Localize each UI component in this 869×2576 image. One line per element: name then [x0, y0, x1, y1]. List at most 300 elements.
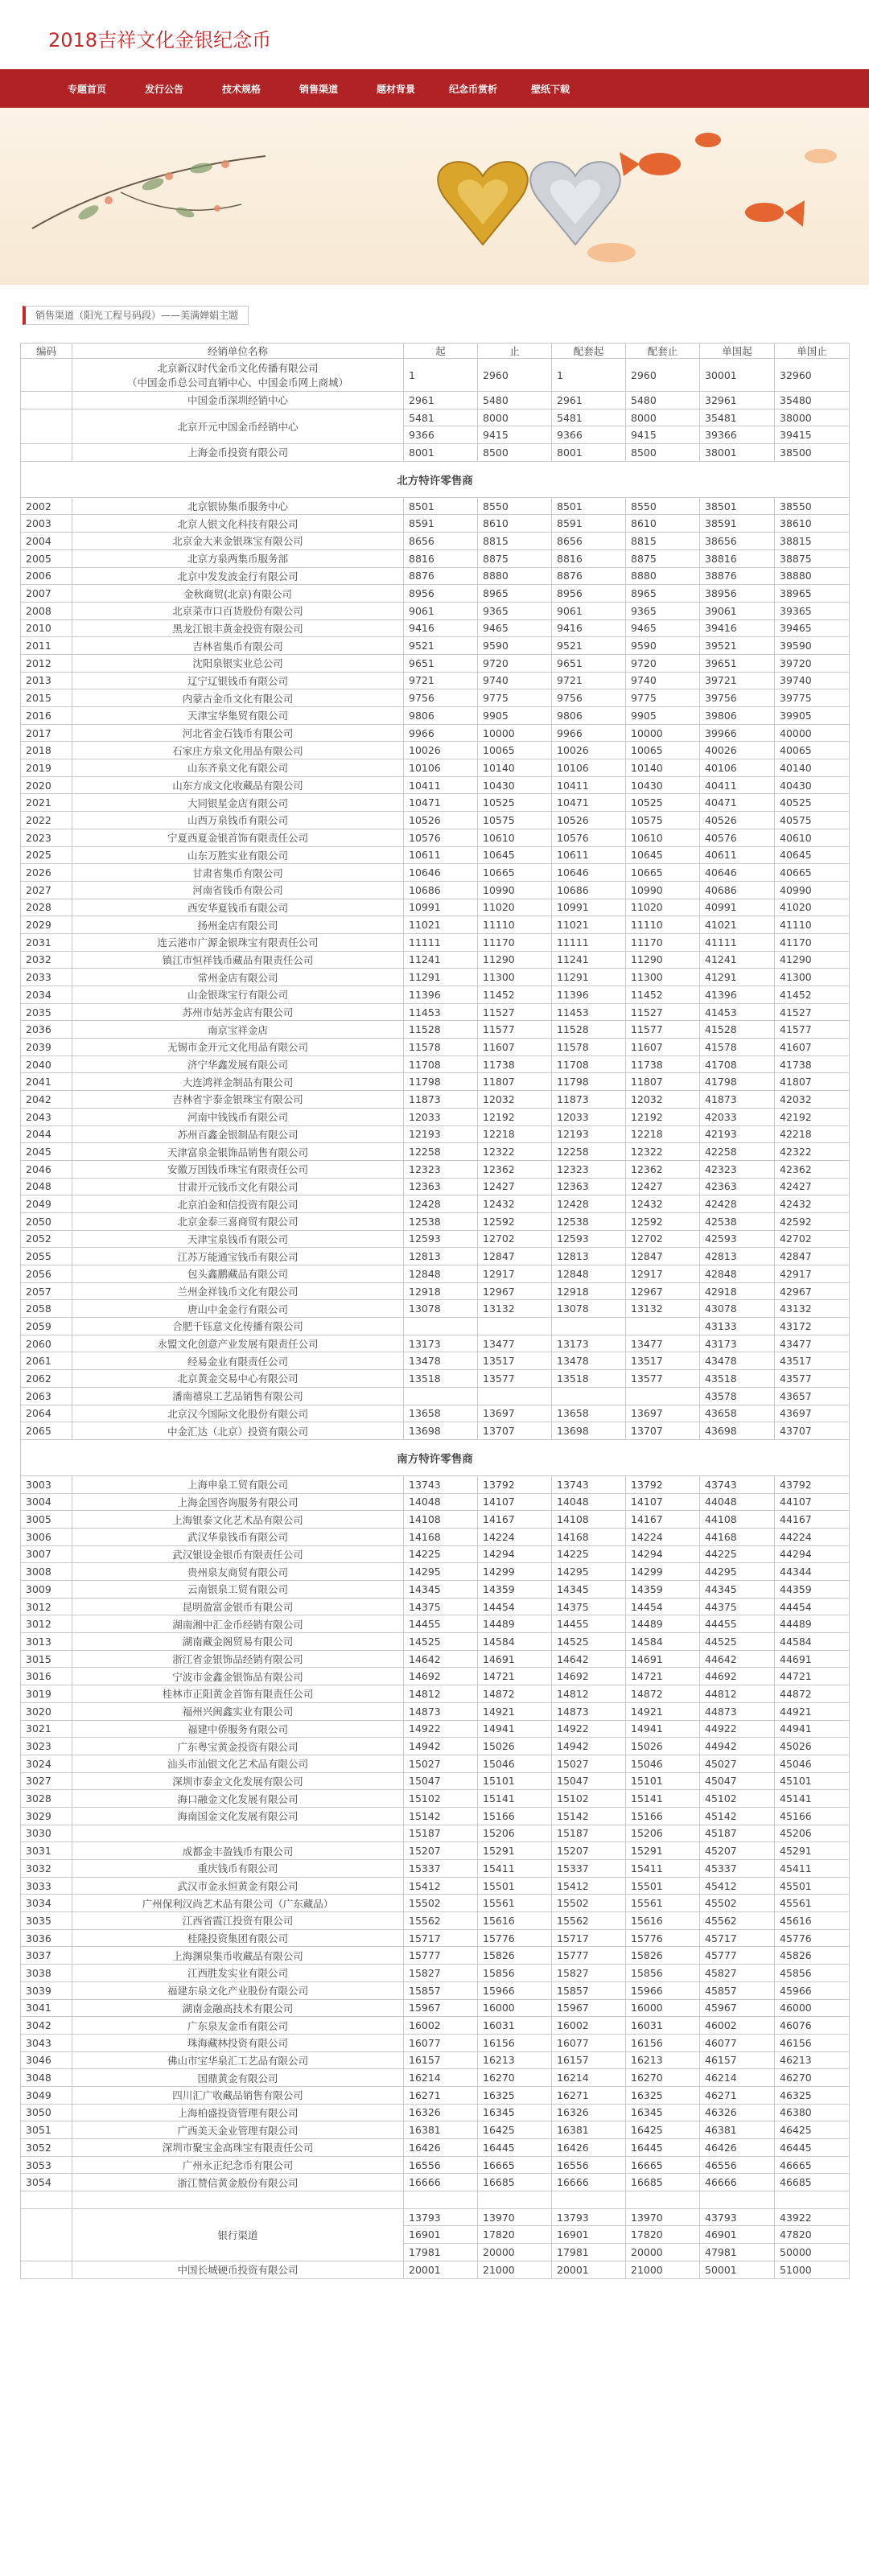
range-value: 15562	[552, 1912, 626, 1930]
range-value: 14812	[404, 1685, 478, 1703]
range-value: 46325	[775, 2086, 850, 2104]
range-value: 14224	[626, 1528, 700, 1545]
dealer-name: 桂隆投资集团有限公司	[72, 1929, 404, 1947]
range-value: 40430	[775, 776, 850, 794]
banner	[0, 108, 869, 285]
table-row	[21, 899, 850, 916]
table-row	[21, 1073, 850, 1091]
range-value: 11873	[404, 1091, 478, 1109]
dealer-name: 成都金丰盈钱币有限公司	[72, 1842, 404, 1860]
range-value: 13658	[552, 1405, 626, 1422]
dealer-name: 国鼎黄金有限公司	[72, 2069, 404, 2087]
range-value: 13970	[626, 2208, 700, 2226]
dealer-name: 中金汇达（北京）投资有限公司	[72, 1422, 404, 1440]
range-value: 14942	[552, 1738, 626, 1755]
range-value: 13132	[478, 1300, 552, 1318]
range-value: 1	[404, 359, 478, 392]
dealer-name: 甘肃开元钱币文化有限公司	[72, 1178, 404, 1195]
table-row	[21, 2208, 850, 2226]
table-cell	[626, 2191, 700, 2209]
dealer-name: 天津宝华集贸有限公司	[72, 707, 404, 725]
row-code: 2055	[21, 1248, 72, 1265]
dealer-name: 大同银星金店有限公司	[72, 794, 404, 812]
row-code: 3031	[21, 1842, 72, 1860]
dealer-table	[20, 343, 850, 2279]
range-value: 14692	[404, 1668, 478, 1685]
range-value: 14455	[552, 1615, 626, 1633]
range-value: 12192	[478, 1108, 552, 1125]
range-value: 17981	[552, 2244, 626, 2261]
range-value: 15141	[478, 1790, 552, 1808]
range-value: 11396	[404, 986, 478, 1004]
range-value: 14454	[626, 1598, 700, 1615]
table-row	[21, 1178, 850, 1195]
range-value: 41738	[775, 1056, 850, 1073]
row-code: 3028	[21, 1790, 72, 1808]
range-value: 43133	[700, 1318, 775, 1335]
range-value: 44812	[700, 1685, 775, 1703]
table-row	[21, 933, 850, 951]
table-row	[21, 1807, 850, 1825]
range-value: 42363	[700, 1178, 775, 1195]
range-value: 14455	[404, 1615, 478, 1633]
range-value: 8000	[478, 409, 552, 426]
range-value: 39416	[700, 619, 775, 637]
range-value: 8956	[404, 585, 478, 603]
range-value: 16901	[552, 2226, 626, 2244]
range-value: 43578	[700, 1387, 775, 1405]
range-value: 15827	[552, 1965, 626, 1982]
range-value: 46214	[700, 2069, 775, 2087]
range-value: 8875	[626, 549, 700, 567]
range-value: 10526	[552, 812, 626, 829]
range-value: 39775	[775, 689, 850, 707]
range-value: 8001	[404, 444, 478, 462]
row-code: 2002	[21, 497, 72, 515]
range-value: 45166	[775, 1807, 850, 1825]
row-code: 2029	[21, 916, 72, 934]
range-value: 15777	[404, 1947, 478, 1965]
dealer-name: 山东齐泉文化有限公司	[72, 759, 404, 777]
range-value: 44108	[700, 1511, 775, 1529]
row-code	[21, 359, 72, 392]
row-code: 2046	[21, 1160, 72, 1178]
range-value: 13478	[404, 1352, 478, 1370]
table-row	[21, 2261, 850, 2278]
dealer-name: 连云港市广源金银珠宝有限责任公司	[72, 933, 404, 951]
table-row	[21, 1352, 850, 1370]
range-value: 42033	[700, 1108, 775, 1125]
dealer-name: 北京金泰三喜商贸有限公司	[72, 1212, 404, 1230]
range-value: 45412	[700, 1877, 775, 1895]
range-value: 11798	[552, 1073, 626, 1091]
range-value: 15616	[478, 1912, 552, 1930]
range-value: 16077	[552, 2034, 626, 2051]
page-title: 2018吉祥文化金银纪念币	[48, 29, 272, 51]
range-value: 8965	[478, 585, 552, 603]
range-value: 15411	[478, 1860, 552, 1878]
range-value: 12427	[626, 1178, 700, 1195]
row-code: 3007	[21, 1545, 72, 1563]
dealer-name: 天津宝泉钱币有限公司	[72, 1230, 404, 1248]
range-value: 10686	[552, 881, 626, 899]
range-value: 11111	[552, 933, 626, 951]
range-value: 42593	[700, 1230, 775, 1248]
range-value: 10990	[478, 881, 552, 899]
range-value: 12192	[626, 1108, 700, 1125]
table-row	[21, 1825, 850, 1842]
range-value: 12538	[552, 1212, 626, 1230]
row-code: 2052	[21, 1230, 72, 1248]
breadcrumb-item-theme: ——美满婵娟主题	[161, 310, 239, 321]
dealer-name: 湖南湘中汇金币经销有限公司	[72, 1615, 404, 1633]
range-value: 13698	[552, 1422, 626, 1440]
table-row	[21, 1790, 850, 1808]
range-value: 42323	[700, 1160, 775, 1178]
dealer-name: 宁夏西夏金银首饰有限责任公司	[72, 829, 404, 846]
range-value: 46381	[700, 2121, 775, 2139]
range-value: 15046	[626, 1755, 700, 1772]
nav-item[interactable]: 销售渠道	[299, 83, 338, 95]
range-value: 46213	[775, 2051, 850, 2069]
row-code	[21, 2208, 72, 2261]
spacer-row	[21, 2191, 850, 2209]
range-value: 13697	[478, 1405, 552, 1422]
range-value: 12813	[404, 1248, 478, 1265]
range-value: 39365	[775, 602, 850, 619]
table-row	[21, 1615, 850, 1633]
table-row	[21, 689, 850, 707]
range-value: 41170	[775, 933, 850, 951]
range-value: 10140	[626, 759, 700, 777]
range-value: 40411	[700, 776, 775, 794]
range-value	[626, 1318, 700, 1335]
range-value: 45047	[700, 1772, 775, 1790]
range-value: 14359	[626, 1581, 700, 1599]
range-value: 45827	[700, 1965, 775, 1982]
range-value: 13743	[404, 1475, 478, 1493]
range-value: 8880	[478, 567, 552, 585]
range-value	[626, 1387, 700, 1405]
range-value: 11111	[404, 933, 478, 951]
range-value: 14299	[626, 1563, 700, 1581]
row-code: 2040	[21, 1056, 72, 1073]
range-value: 12427	[478, 1178, 552, 1195]
table-row	[21, 1981, 850, 1999]
range-value: 15142	[552, 1807, 626, 1825]
range-value: 12258	[404, 1143, 478, 1161]
range-value: 10610	[478, 829, 552, 846]
range-value: 46556	[700, 2156, 775, 2174]
range-value: 11241	[552, 951, 626, 969]
range-value: 20001	[404, 2261, 478, 2278]
column-header: 配套止	[626, 344, 700, 359]
range-value: 11807	[626, 1073, 700, 1091]
column-header: 起	[404, 344, 478, 359]
range-value: 11300	[478, 969, 552, 986]
row-code: 3024	[21, 1755, 72, 1772]
range-value: 14345	[552, 1581, 626, 1599]
row-code: 2043	[21, 1108, 72, 1125]
range-value: 40140	[775, 759, 850, 777]
range-value: 11577	[626, 1021, 700, 1039]
row-code: 2032	[21, 951, 72, 969]
dealer-name: 福建东泉文化产业股份有限公司	[72, 1981, 404, 1999]
range-value: 11110	[478, 916, 552, 934]
range-value: 42362	[775, 1160, 850, 1178]
range-value: 40000	[775, 724, 850, 742]
table-row	[21, 392, 850, 409]
nav-item[interactable]: 专题首页	[67, 83, 106, 95]
range-value: 14048	[404, 1493, 478, 1511]
range-value: 10645	[478, 846, 552, 864]
range-value: 46002	[700, 2017, 775, 2035]
range-value: 40686	[700, 881, 775, 899]
row-code: 3020	[21, 1702, 72, 1720]
range-value: 12218	[478, 1125, 552, 1143]
range-value: 9590	[478, 637, 552, 655]
table-row	[21, 1091, 850, 1109]
range-value: 12592	[478, 1212, 552, 1230]
range-value: 16665	[626, 2156, 700, 2174]
range-value: 45502	[700, 1895, 775, 1912]
table-row	[21, 1563, 850, 1581]
range-value: 11020	[626, 899, 700, 916]
range-value: 41110	[775, 916, 850, 934]
range-value: 12847	[478, 1248, 552, 1265]
nav-item[interactable]: 壁纸下载	[530, 83, 570, 95]
range-value: 8500	[478, 444, 552, 462]
range-value: 45717	[700, 1929, 775, 1947]
dealer-name: 桂林市正阳黄金首饰有限责任公司	[72, 1685, 404, 1703]
range-value: 46271	[700, 2086, 775, 2104]
range-value: 50001	[700, 2261, 775, 2278]
row-code: 2056	[21, 1265, 72, 1283]
range-value: 8500	[626, 444, 700, 462]
range-value: 13518	[552, 1370, 626, 1388]
range-value: 39366	[700, 426, 775, 444]
range-value: 15856	[478, 1965, 552, 1982]
range-value: 15207	[404, 1842, 478, 1860]
range-value: 13792	[478, 1475, 552, 1493]
dealer-name: 甘肃省集币有限公司	[72, 864, 404, 882]
range-value: 8550	[478, 497, 552, 515]
range-value: 15187	[404, 1825, 478, 1842]
dealer-name: 福建中侨服务有限公司	[72, 1720, 404, 1738]
row-code: 2059	[21, 1318, 72, 1335]
range-value: 16213	[626, 2051, 700, 2069]
dealer-name: 北京汉今国际文化股份有限公司	[72, 1405, 404, 1422]
range-value: 10575	[626, 812, 700, 829]
range-value: 14359	[478, 1581, 552, 1599]
range-value: 11578	[404, 1039, 478, 1056]
range-value: 15561	[478, 1895, 552, 1912]
row-code: 2023	[21, 829, 72, 846]
row-code: 3052	[21, 2139, 72, 2157]
row-code: 2064	[21, 1405, 72, 1422]
range-value: 14692	[552, 1668, 626, 1685]
nav-item[interactable]: 技术规格	[221, 83, 261, 95]
range-value: 11170	[626, 933, 700, 951]
range-value: 8001	[552, 444, 626, 462]
range-value: 8656	[552, 533, 626, 550]
range-value: 44168	[700, 1528, 775, 1545]
range-value: 11607	[478, 1039, 552, 1056]
table-row	[21, 1160, 850, 1178]
range-value: 41708	[700, 1056, 775, 1073]
range-value: 43518	[700, 1370, 775, 1388]
range-value: 9465	[626, 619, 700, 637]
range-value: 46666	[700, 2174, 775, 2191]
row-code: 2060	[21, 1335, 72, 1352]
column-header: 单国起	[700, 344, 775, 359]
row-code: 2016	[21, 707, 72, 725]
row-code: 3015	[21, 1650, 72, 1668]
range-value: 16077	[404, 2034, 478, 2051]
range-value: 45046	[775, 1755, 850, 1772]
range-value: 14048	[552, 1493, 626, 1511]
range-value: 44942	[700, 1738, 775, 1755]
range-value: 11290	[626, 951, 700, 969]
range-value: 10411	[552, 776, 626, 794]
range-value: 12813	[552, 1248, 626, 1265]
range-value: 16271	[552, 2086, 626, 2104]
range-value: 42192	[775, 1108, 850, 1125]
range-value: 13173	[404, 1335, 478, 1352]
table-row	[21, 1668, 850, 1685]
range-value: 13707	[626, 1422, 700, 1440]
range-value: 14873	[404, 1702, 478, 1720]
range-value: 14721	[478, 1668, 552, 1685]
range-value: 11577	[478, 1021, 552, 1039]
range-value: 45141	[775, 1790, 850, 1808]
row-code: 3004	[21, 1493, 72, 1511]
range-value: 42848	[700, 1265, 775, 1283]
range-value: 12322	[478, 1143, 552, 1161]
range-value: 39756	[700, 689, 775, 707]
dealer-name: 河南中钱钱币有限公司	[72, 1108, 404, 1125]
dealer-name: 辽宁辽银钱币有限公司	[72, 672, 404, 689]
nav-item[interactable]: 题材背景	[376, 83, 415, 95]
dealer-name: 银行渠道	[72, 2208, 404, 2261]
dealer-name	[72, 444, 404, 462]
range-value: 11807	[478, 1073, 552, 1091]
range-value: 9366	[552, 426, 626, 444]
range-value: 39061	[700, 602, 775, 619]
range-value: 9061	[552, 602, 626, 619]
range-value: 12702	[478, 1230, 552, 1248]
range-value: 10686	[404, 881, 478, 899]
range-value: 32961	[700, 392, 775, 409]
dealer-name-line: 中国金币深圳经销中心	[187, 394, 288, 407]
table-row	[21, 619, 850, 637]
range-value: 43478	[700, 1352, 775, 1370]
range-value: 15857	[404, 1981, 478, 1999]
range-value: 46425	[775, 2121, 850, 2139]
range-value: 13518	[404, 1370, 478, 1388]
table-row	[21, 1598, 850, 1615]
range-value: 13517	[626, 1352, 700, 1370]
table-row	[21, 1039, 850, 1056]
range-value: 46000	[775, 1999, 850, 2017]
range-value: 39651	[700, 654, 775, 672]
range-value: 45207	[700, 1842, 775, 1860]
range-value: 8815	[626, 533, 700, 550]
range-value: 44167	[775, 1511, 850, 1529]
row-code: 2026	[21, 864, 72, 882]
table-row	[21, 1999, 850, 2017]
range-value: 11300	[626, 969, 700, 986]
nav-item[interactable]: 纪念币赏析	[448, 83, 497, 95]
range-value: 15562	[404, 1912, 478, 1930]
range-value: 10000	[478, 724, 552, 742]
range-value: 16325	[626, 2086, 700, 2104]
dealer-name: 四川汇广收藏品销售有限公司	[72, 2086, 404, 2104]
range-value: 45856	[775, 1965, 850, 1982]
row-code: 3034	[21, 1895, 72, 1912]
range-value: 9521	[404, 637, 478, 655]
range-value: 16002	[404, 2017, 478, 2035]
range-value: 9720	[626, 654, 700, 672]
range-value: 12363	[552, 1178, 626, 1195]
dealer-name: 上海申泉工贸有限公司	[72, 1475, 404, 1493]
range-value: 8610	[626, 515, 700, 533]
row-code: 2011	[21, 637, 72, 655]
range-value: 41577	[775, 1021, 850, 1039]
range-value: 9590	[626, 637, 700, 655]
range-value: 16326	[552, 2104, 626, 2121]
range-value: 8591	[404, 515, 478, 533]
range-value: 8816	[552, 549, 626, 567]
table-row	[21, 1702, 850, 1720]
range-value: 8656	[404, 533, 478, 550]
range-value: 11110	[626, 916, 700, 934]
range-value: 43707	[775, 1422, 850, 1440]
range-value: 44359	[775, 1581, 850, 1599]
range-value: 42322	[775, 1143, 850, 1161]
range-value: 38591	[700, 515, 775, 533]
range-value: 40611	[700, 846, 775, 864]
breadcrumb-item-channel[interactable]: 销售渠道（阳光工程号码段）	[35, 310, 162, 321]
range-value: 9775	[478, 689, 552, 707]
table-row	[21, 1965, 850, 1982]
range-value: 46156	[775, 2034, 850, 2051]
range-value: 9721	[404, 672, 478, 689]
table-row	[21, 1581, 850, 1599]
nav-item[interactable]: 发行公告	[144, 83, 183, 95]
range-value: 43793	[700, 2208, 775, 2226]
range-value: 16214	[404, 2069, 478, 2087]
row-code: 3041	[21, 1999, 72, 2017]
table-row	[21, 2069, 850, 2087]
range-value: 12428	[404, 1195, 478, 1213]
range-value: 38000	[775, 409, 850, 426]
dealer-name: 山东方成文化收藏品有限公司	[72, 776, 404, 794]
row-code: 3006	[21, 1528, 72, 1545]
range-value: 15967	[552, 1999, 626, 2017]
range-value: 41021	[700, 916, 775, 934]
range-value: 10430	[478, 776, 552, 794]
range-value: 45102	[700, 1790, 775, 1808]
range-value: 9806	[404, 707, 478, 725]
section-title: 北方特许零售商	[21, 461, 850, 497]
row-code: 3036	[21, 1929, 72, 1947]
range-value: 1	[552, 359, 626, 392]
table-row	[21, 1929, 850, 1947]
table-row	[21, 1143, 850, 1161]
range-value: 2961	[552, 392, 626, 409]
range-value: 38875	[775, 549, 850, 567]
